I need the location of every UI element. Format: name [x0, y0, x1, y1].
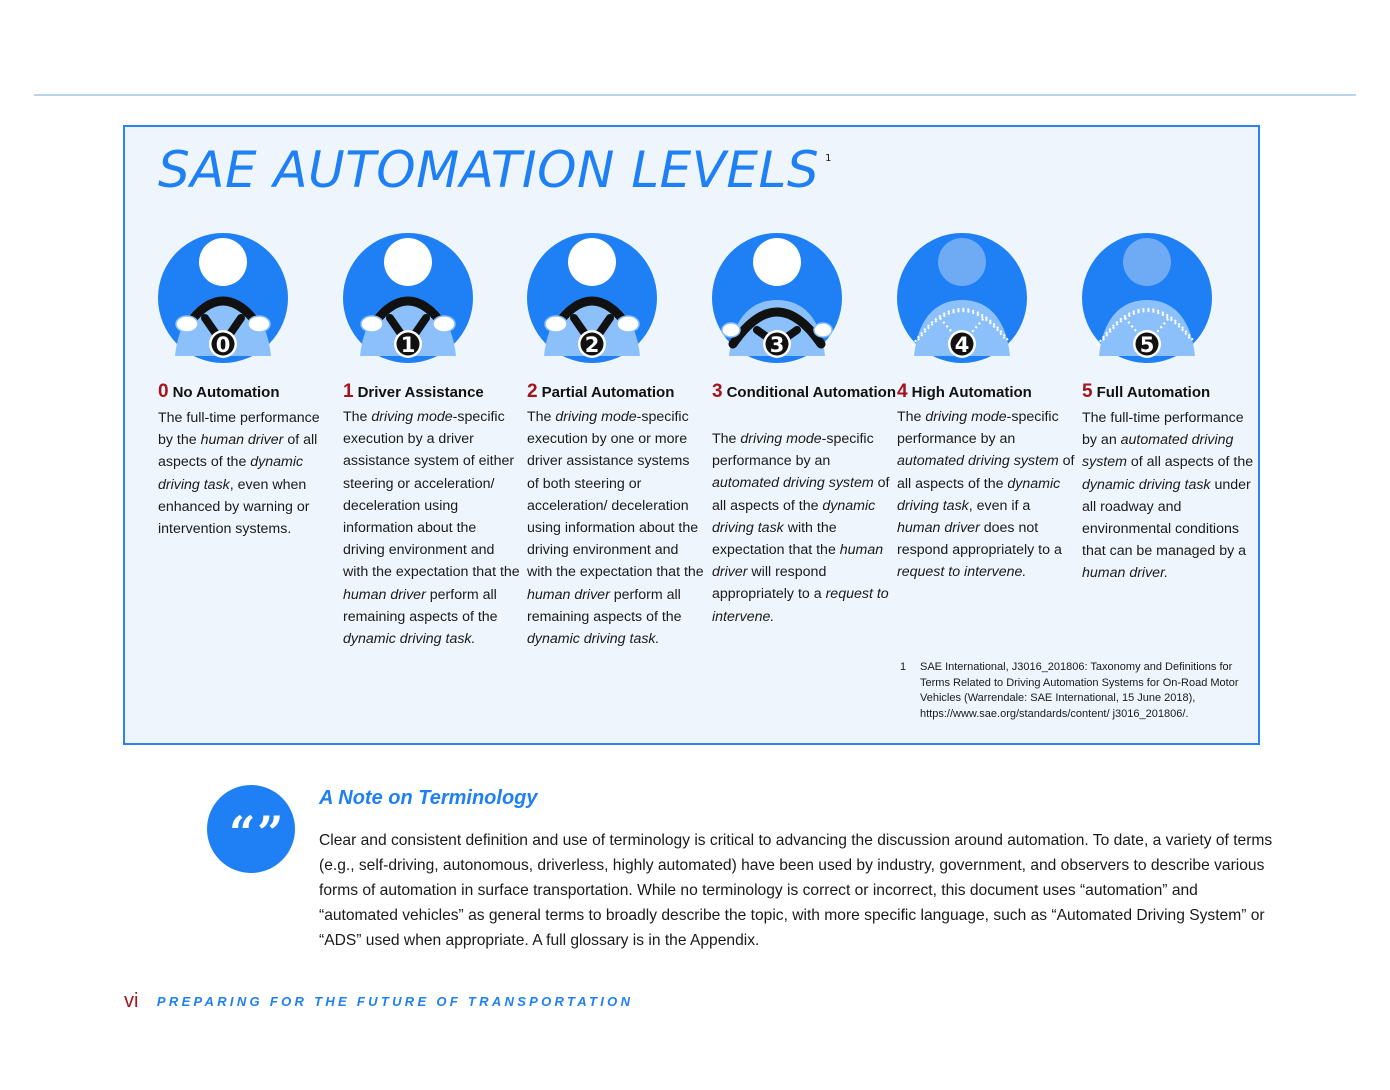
level-heading: 4 High Automation [897, 381, 1032, 402]
note-body: Clear and consistent definition and use of terminology is critical to advancing the discussion around automation. To date, a variety of terms (e.g., self-driving, autonomous, driverless, highly automated) have been used by industry, government, and observers to describe various forms of automation in surface transportation. While no terminology is correct or incorrect, this document uses “automation” and “automated vehicles” as general terms to broadly describe the topic, with more specific language, such as “Automated Driving System” or “ADS” used when appropriate. A full glossary is in the Appendix. [319, 832, 1273, 949]
level-description: The driving mode-specific performance by an automated driving system of all aspects of the dynamic driving task with the expectation that the human driver will respond appropriately to a request to intervene. [712, 431, 890, 625]
panel-title: SAE AUTOMATION LEVELS $^1$ [158, 141, 832, 199]
svg-text:“: “ [229, 806, 256, 860]
level-heading: 0 No Automation [158, 381, 280, 402]
level-heading: 1 Driver Assistance [343, 381, 484, 402]
level-description: The full-time performance by an automated driving system of all aspects of the dynamic driving task under all roadway and environmental conditions that can be managed by a human driver. [1082, 410, 1254, 582]
footnote [900, 660, 1245, 722]
automated-driver-icon [896, 232, 1028, 364]
note-title: A Note on Terminology [319, 787, 538, 809]
quote-icon [207, 785, 295, 873]
sae-levels-panel [123, 125, 1260, 745]
automated-driver-icon [1081, 232, 1213, 364]
level-heading: 2 Partial Automation [527, 381, 675, 402]
level-badge-number: 0 [215, 333, 231, 357]
footnote-number: 1 [900, 661, 907, 673]
level-badge-number: 2 [584, 333, 600, 357]
svg-text:”: ” [257, 806, 284, 860]
header-rule [34, 94, 1356, 96]
level-badge-number: 4 [954, 333, 970, 357]
page-footer [124, 990, 633, 1020]
driver-hands-on-wheel-icon [342, 232, 474, 364]
driver-hands-off-wheel-icon [711, 232, 843, 364]
driver-hands-on-wheel-icon [157, 232, 289, 364]
footnote-text: SAE International, J3016_201806: Taxonomy and Definitions for Terms Related to Driving Automation Systems for On-Road Motor Vehicles (Warrendale: SAE International, 15 June 2018), https://www.sae.org/standards/content/ j3016_201806/. [920, 661, 1239, 720]
level-description: The driving mode-specific execution by one or more driver assistance systems of both steering or acceleration/ deceleration using information about the driving environment and with the expectation that the human driver perform all remaining aspects of the dynamic driving task. [527, 409, 704, 648]
publication-title: PREPARING FOR THE FUTURE OF TRANSPORTATION [156, 994, 634, 1009]
level-description: The driving mode-specific execution by a driver assistance system of either steering or acceleration/ deceleration using information about the driving environment and with the expectation that the human driver perform all remaining aspects of the dynamic driving task. [343, 409, 520, 648]
title-footnote-marker: 1 [825, 153, 832, 164]
level-badge-number: 3 [769, 333, 785, 357]
level-badge-number: 1 [400, 333, 416, 357]
level-badge-number: 5 [1139, 333, 1155, 357]
page-number: vi [124, 990, 139, 1012]
level-description: The full-time performance by the human driver of all aspects of the dynamic driving task, even when enhanced by warning or intervention systems. [158, 410, 320, 538]
level-heading: 5 Full Automation [1082, 381, 1211, 402]
driver-hands-on-wheel-icon [526, 232, 658, 364]
level-description: The driving mode-specific performance by an automated driving system of all aspects of the dynamic driving task, even if a human driver does not respond appropriately to a request to intervene. [897, 409, 1075, 581]
level-heading: 3 Conditional Automation [712, 381, 896, 402]
